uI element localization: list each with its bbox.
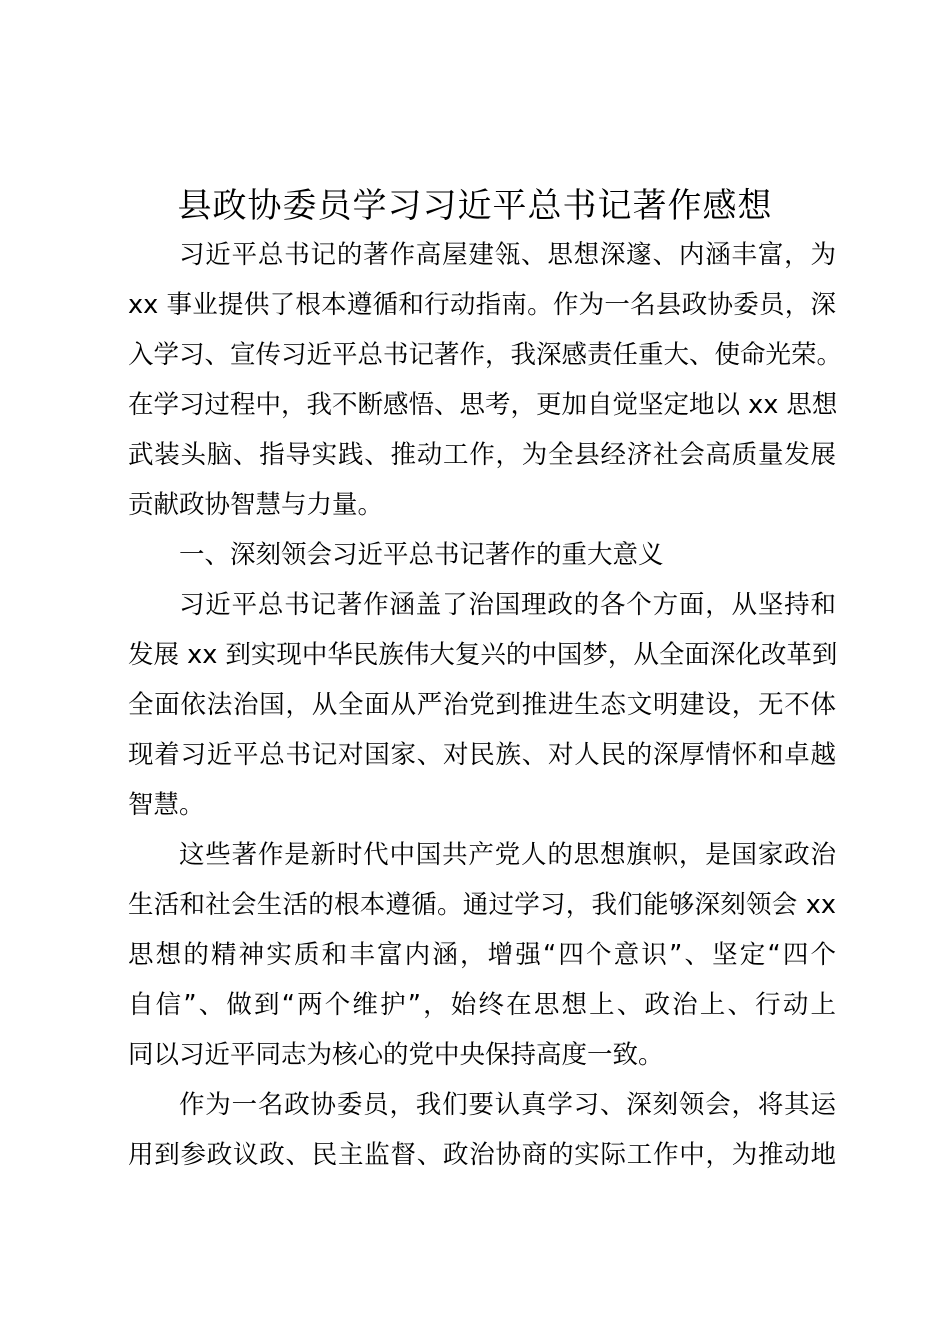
body-text-line: 智慧。 bbox=[128, 790, 205, 820]
body-text-line: 生活和社会生活的根本遵循。通过学习，我们能够深刻领会 xx bbox=[128, 890, 836, 920]
body-text-line: 用到参政议政、民主监督、政治协商的实际工作中，为推动地 bbox=[128, 1140, 836, 1170]
body-text-line: 全面依法治国，从全面从严治党到推进生态文明建设，无不体 bbox=[128, 690, 836, 720]
section-heading: 一、深刻领会习近平总书记著作的重大意义 bbox=[179, 540, 664, 570]
body-text-line: 思想的精神实质和丰富内涵，增强“四个意识”、坚定“四个 bbox=[128, 940, 836, 970]
body-text-line: 贡献政协智慧与力量。 bbox=[128, 490, 384, 520]
body-text-line: 入学习、宣传习近平总书记著作，我深感责任重大、使命光荣。 bbox=[128, 340, 843, 370]
body-text-line: 习近平总书记著作涵盖了治国理政的各个方面，从坚持和 bbox=[179, 590, 836, 620]
document-title: 县政协委员学习习近平总书记著作感想 bbox=[177, 186, 773, 226]
body-text-line: xx 事业提供了根本遵循和行动指南。作为一名县政协委员，深 bbox=[128, 290, 836, 320]
body-text-line: 习近平总书记的著作高屋建瓴、思想深邃、内涵丰富，为 bbox=[179, 240, 836, 270]
body-text-line: 这些著作是新时代中国共产党人的思想旗帜，是国家政治 bbox=[179, 840, 836, 870]
body-text-line: 武装头脑、指导实践、推动工作，为全县经济社会高质量发展 bbox=[128, 440, 836, 470]
body-text-line: 发展 xx 到实现中华民族伟大复兴的中国梦，从全面深化改革到 bbox=[128, 640, 838, 670]
body-text-line: 现着习近平总书记对国家、对民族、对人民的深厚情怀和卓越 bbox=[128, 740, 836, 770]
body-text-line: 同以习近平同志为核心的党中央保持高度一致。 bbox=[128, 1040, 664, 1070]
body-text-line: 作为一名政协委员，我们要认真学习、深刻领会，将其运 bbox=[179, 1090, 836, 1120]
body-text-line: 在学习过程中，我不断感悟、思考，更加自觉坚定地以 xx 思想 bbox=[128, 390, 838, 420]
body-text-line: 自信”、做到“两个维护”，始终在思想上、政治上、行动上 bbox=[128, 990, 836, 1020]
